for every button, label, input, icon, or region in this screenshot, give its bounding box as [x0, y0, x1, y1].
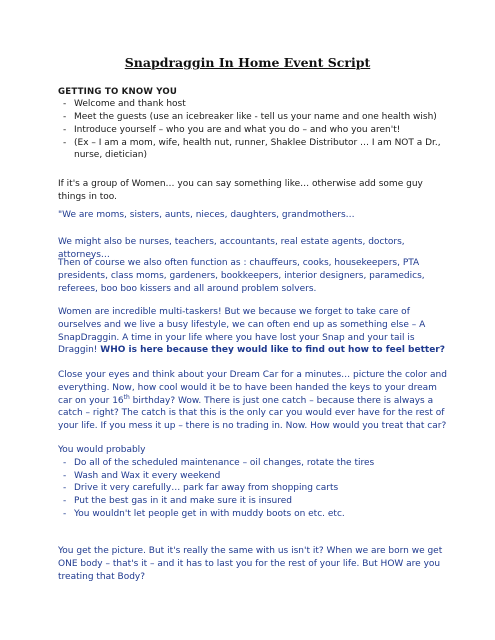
- list-item: - Drive it very carefully… park far away from shopping carts: [58, 482, 448, 495]
- multitaskers-paragraph: [58, 306, 448, 357]
- moms-line: "We are moms, sisters, aunts, nieces, daughters, grandmothers…: [58, 210, 355, 220]
- closing-paragraph: You get the picture. But it's really the same with us isn't it? When we are born we get ONE body – that's it – and it has to last you for the rest of your life. But HOW are you treating that Body?: [58, 546, 443, 582]
- document-title: Snapdraggin In Home Event Script: [124, 55, 371, 70]
- list-item: - Wash and Wax it every weekend: [58, 470, 448, 483]
- multitaskers-question: WHO is here because they would like to find out how to feel better?: [100, 345, 445, 356]
- car-care-list: [58, 457, 448, 521]
- functions-paragraph: Then of course we also often function as : chauffeurs, cooks, housekeepers, PTA presidents, class moms, gardeners, bookkeepers, interior designers, paramedics, referees, boo boo kissers and all around problem solvers.: [58, 258, 425, 294]
- list-item: - (Ex – I am a mom, wife, health nut, runner, Shaklee Distributor … I am NOT a Dr., nurse, dietician): [58, 137, 448, 163]
- dream-car-text-2: birthday? Wow. There is just one catch – because there is always a catch – right? The catch is that this is the only car you would ever have for the rest of your life. If you mess it up – there is no trading in. Now. How would you treat that car?: [58, 395, 447, 432]
- you-would-section: [58, 444, 448, 521]
- dream-car-paragraph: [58, 369, 448, 433]
- intro-list: [58, 98, 448, 162]
- getting-to-know-section: [58, 86, 448, 162]
- list-item: - Welcome and thank host: [58, 98, 448, 111]
- list-item: - Introduce yourself – who you are and what you do – and who you aren't!: [58, 124, 448, 137]
- multitaskers-text: Women are incredible multi-taskers! But we because we forget to take care of ourselves and we live a busy lifestyle, we can often end up as something else – A SnapDraggin. A time in your life where you have lost your Snap and your tail is Draggin!: [58, 307, 426, 356]
- list-item: - Meet the guests (use an icebreaker like - tell us your name and one health wish): [58, 111, 448, 124]
- section-heading: GETTING TO KNOW YOU: [58, 87, 178, 97]
- professions-line: We might also be nurses, teachers, accountants, real estate agents, doctors, attorneys…: [58, 237, 405, 260]
- group-note: If it's a group of Women… you can say something like… otherwise add some guy things in too.: [58, 179, 423, 202]
- ordinal-suffix: th: [123, 393, 130, 401]
- you-would-intro: You would probably: [58, 445, 146, 455]
- dream-car-text-1: Close your eyes and think about your Dream Car for a minutes… picture the color and everything. Now, how cool would it be to have been handed the keys to your dream car on your 16: [58, 370, 447, 406]
- list-item: - Put the best gas in it and make sure it is insured: [58, 495, 448, 508]
- list-item: - You wouldn't let people get in with muddy boots on etc. etc.: [58, 508, 448, 521]
- list-item: - Do all of the scheduled maintenance – oil changes, rotate the tires: [58, 457, 448, 470]
